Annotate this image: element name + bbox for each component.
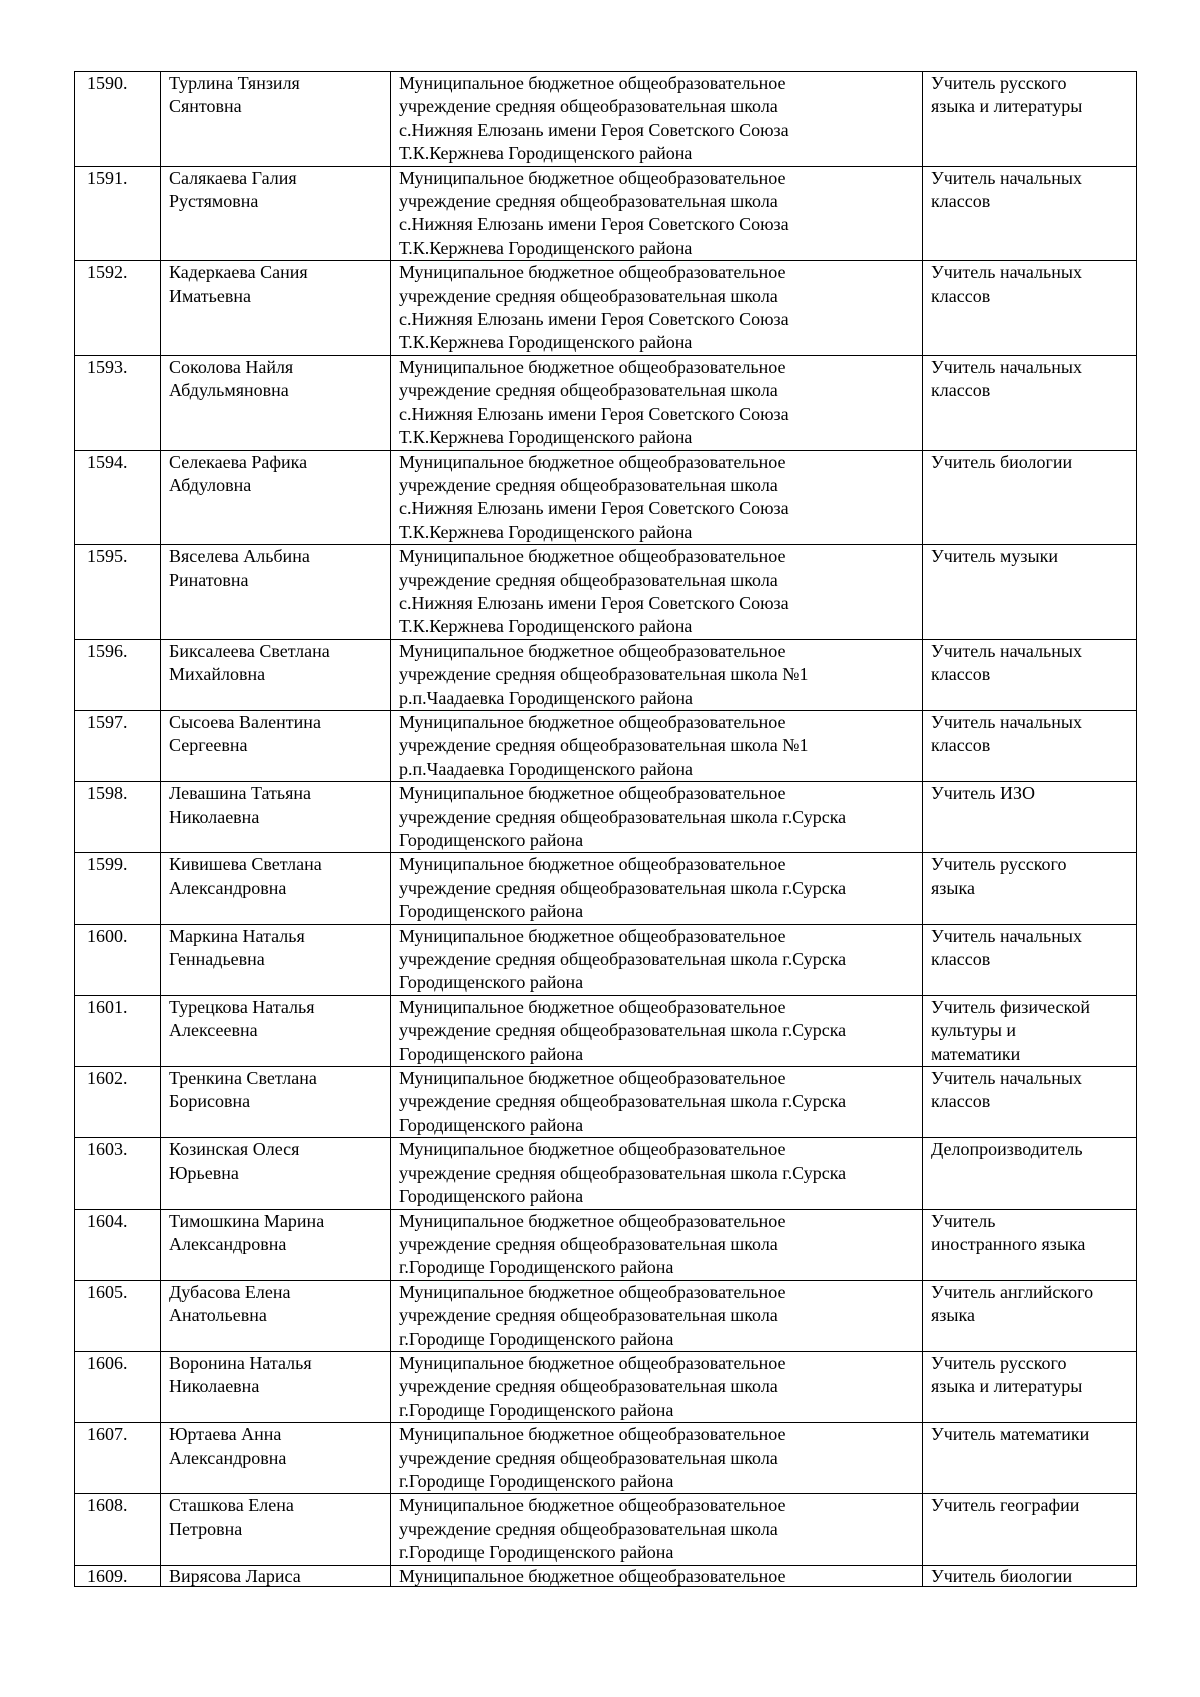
position: Учитель начальных классов	[923, 924, 1137, 995]
organization: Муниципальное бюджетное общеобразовательное учреждение средняя общеобразовательная школа г.Сурска Городищенского района	[391, 995, 923, 1066]
table-row	[75, 1067, 1137, 1138]
row-number: 1595.	[75, 545, 161, 640]
organization: Муниципальное бюджетное общеобразовательное учреждение средняя общеобразовательная школа с.Нижняя Елюзань имени Героя Советского Союза Т.К.Кержнева Городищенского района	[391, 261, 923, 356]
table-row	[75, 853, 1137, 924]
row-number: 1609.	[75, 1565, 161, 1586]
person-name: Маркина Наталья Геннадьевна	[161, 924, 391, 995]
row-number: 1596.	[75, 639, 161, 710]
table-row	[75, 1209, 1137, 1280]
position: Учитель русского языка и литературы	[923, 1351, 1137, 1422]
position: Учитель биологии	[923, 450, 1137, 545]
person-name: Кадеркаева Сания Иматьевна	[161, 261, 391, 356]
person-name: Турлина Тянзиля Сянтовна	[161, 72, 391, 167]
position: Делопроизводитель	[923, 1138, 1137, 1209]
organization: Муниципальное бюджетное общеобразовательное учреждение средняя общеобразовательная школа г.Городище Городищенского района	[391, 1280, 923, 1351]
organization: Муниципальное бюджетное общеобразовательное учреждение средняя общеобразовательная школа г.Сурска Городищенского района	[391, 924, 923, 995]
person-name: Турецкова Наталья Алексеевна	[161, 995, 391, 1066]
table-row	[75, 995, 1137, 1066]
person-name: Дубасова Елена Анатольевна	[161, 1280, 391, 1351]
person-name: Козинская Олеся Юрьевна	[161, 1138, 391, 1209]
person-name: Селекаева Рафика Абдуловна	[161, 450, 391, 545]
table-row	[75, 924, 1137, 995]
person-name: Салякаева Галия Рустямовна	[161, 166, 391, 261]
organization: Муниципальное бюджетное общеобразовательное	[391, 1565, 923, 1586]
position: Учитель английского языка	[923, 1280, 1137, 1351]
row-number: 1597.	[75, 710, 161, 781]
table-row	[75, 1494, 1137, 1565]
table-row	[75, 450, 1137, 545]
position: Учитель географии	[923, 1494, 1137, 1565]
table-row	[75, 261, 1137, 356]
organization: Муниципальное бюджетное общеобразовательное учреждение средняя общеобразовательная школа №1 р.п.Чаадаевка Городищенского района	[391, 710, 923, 781]
row-number: 1603.	[75, 1138, 161, 1209]
person-name: Воронина Наталья Николаевна	[161, 1351, 391, 1422]
row-number: 1606.	[75, 1351, 161, 1422]
organization: Муниципальное бюджетное общеобразовательное учреждение средняя общеобразовательная школа г.Городище Городищенского района	[391, 1209, 923, 1280]
table-row	[75, 639, 1137, 710]
row-number: 1598.	[75, 782, 161, 853]
person-name: Соколова Найля Абдульмяновна	[161, 355, 391, 450]
organization: Муниципальное бюджетное общеобразовательное учреждение средняя общеобразовательная школа с.Нижняя Елюзань имени Героя Советского Союза Т.К.Кержнева Городищенского района	[391, 450, 923, 545]
person-name: Тренкина Светлана Борисовна	[161, 1067, 391, 1138]
table-row	[75, 166, 1137, 261]
person-name: Сысоева Валентина Сергеевна	[161, 710, 391, 781]
position: Учитель физической культуры и математики	[923, 995, 1137, 1066]
table-row	[75, 1351, 1137, 1422]
row-number: 1593.	[75, 355, 161, 450]
person-name: Левашина Татьяна Николаевна	[161, 782, 391, 853]
row-number: 1592.	[75, 261, 161, 356]
table-row	[75, 355, 1137, 450]
document-page	[74, 71, 1136, 1587]
row-number: 1608.	[75, 1494, 161, 1565]
row-number: 1601.	[75, 995, 161, 1066]
person-name: Юртаева Анна Александровна	[161, 1423, 391, 1494]
position: Учитель русского языка и литературы	[923, 72, 1137, 167]
person-name: Вирясова Лариса	[161, 1565, 391, 1586]
position: Учитель начальных классов	[923, 639, 1137, 710]
table-row	[75, 1280, 1137, 1351]
row-number: 1599.	[75, 853, 161, 924]
position: Учитель начальных классов	[923, 1067, 1137, 1138]
staff-table	[74, 71, 1137, 1587]
person-name: Тимошкина Марина Александровна	[161, 1209, 391, 1280]
table-row	[75, 1138, 1137, 1209]
organization: Муниципальное бюджетное общеобразовательное учреждение средняя общеобразовательная школа с.Нижняя Елюзань имени Героя Советского Союза Т.К.Кержнева Городищенского района	[391, 355, 923, 450]
organization: Муниципальное бюджетное общеобразовательное учреждение средняя общеобразовательная школа с.Нижняя Елюзань имени Героя Советского Союза Т.К.Кержнева Городищенского района	[391, 166, 923, 261]
organization: Муниципальное бюджетное общеобразовательное учреждение средняя общеобразовательная школа г.Сурска Городищенского района	[391, 782, 923, 853]
position: Учитель начальных классов	[923, 261, 1137, 356]
person-name: Кивишева Светлана Александровна	[161, 853, 391, 924]
position: Учитель начальных классов	[923, 710, 1137, 781]
position: Учитель начальных классов	[923, 166, 1137, 261]
organization: Муниципальное бюджетное общеобразовательное учреждение средняя общеобразовательная школа г.Сурска Городищенского района	[391, 1067, 923, 1138]
organization: Муниципальное бюджетное общеобразовательное учреждение средняя общеобразовательная школа г.Городище Городищенского района	[391, 1351, 923, 1422]
organization: Муниципальное бюджетное общеобразовательное учреждение средняя общеобразовательная школа с.Нижняя Елюзань имени Героя Советского Союза Т.К.Кержнева Городищенского района	[391, 72, 923, 167]
table-row	[75, 545, 1137, 640]
organization: Муниципальное бюджетное общеобразовательное учреждение средняя общеобразовательная школа г.Сурска Городищенского района	[391, 1138, 923, 1209]
row-number: 1590.	[75, 72, 161, 167]
row-number: 1591.	[75, 166, 161, 261]
table-row	[75, 1423, 1137, 1494]
position: Учитель иностранного языка	[923, 1209, 1137, 1280]
row-number: 1594.	[75, 450, 161, 545]
organization: Муниципальное бюджетное общеобразовательное учреждение средняя общеобразовательная школа г.Сурска Городищенского района	[391, 853, 923, 924]
table-row	[75, 72, 1137, 167]
position: Учитель музыки	[923, 545, 1137, 640]
person-name: Вяселева Альбина Ринатовна	[161, 545, 391, 640]
row-number: 1605.	[75, 1280, 161, 1351]
row-number: 1604.	[75, 1209, 161, 1280]
organization: Муниципальное бюджетное общеобразовательное учреждение средняя общеобразовательная школа №1 р.п.Чаадаевка Городищенского района	[391, 639, 923, 710]
row-number: 1602.	[75, 1067, 161, 1138]
row-number: 1600.	[75, 924, 161, 995]
organization: Муниципальное бюджетное общеобразовательное учреждение средняя общеобразовательная школа с.Нижняя Елюзань имени Героя Советского Союза Т.К.Кержнева Городищенского района	[391, 545, 923, 640]
position: Учитель русского языка	[923, 853, 1137, 924]
table-row	[75, 782, 1137, 853]
position: Учитель ИЗО	[923, 782, 1137, 853]
position: Учитель биологии	[923, 1565, 1137, 1586]
table-row	[75, 1565, 1137, 1586]
table-row	[75, 710, 1137, 781]
organization: Муниципальное бюджетное общеобразовательное учреждение средняя общеобразовательная школа г.Городище Городищенского района	[391, 1494, 923, 1565]
position: Учитель начальных классов	[923, 355, 1137, 450]
person-name: Сташкова Елена Петровна	[161, 1494, 391, 1565]
row-number: 1607.	[75, 1423, 161, 1494]
person-name: Биксалеева Светлана Михайловна	[161, 639, 391, 710]
organization: Муниципальное бюджетное общеобразовательное учреждение средняя общеобразовательная школа г.Городище Городищенского района	[391, 1423, 923, 1494]
position: Учитель математики	[923, 1423, 1137, 1494]
